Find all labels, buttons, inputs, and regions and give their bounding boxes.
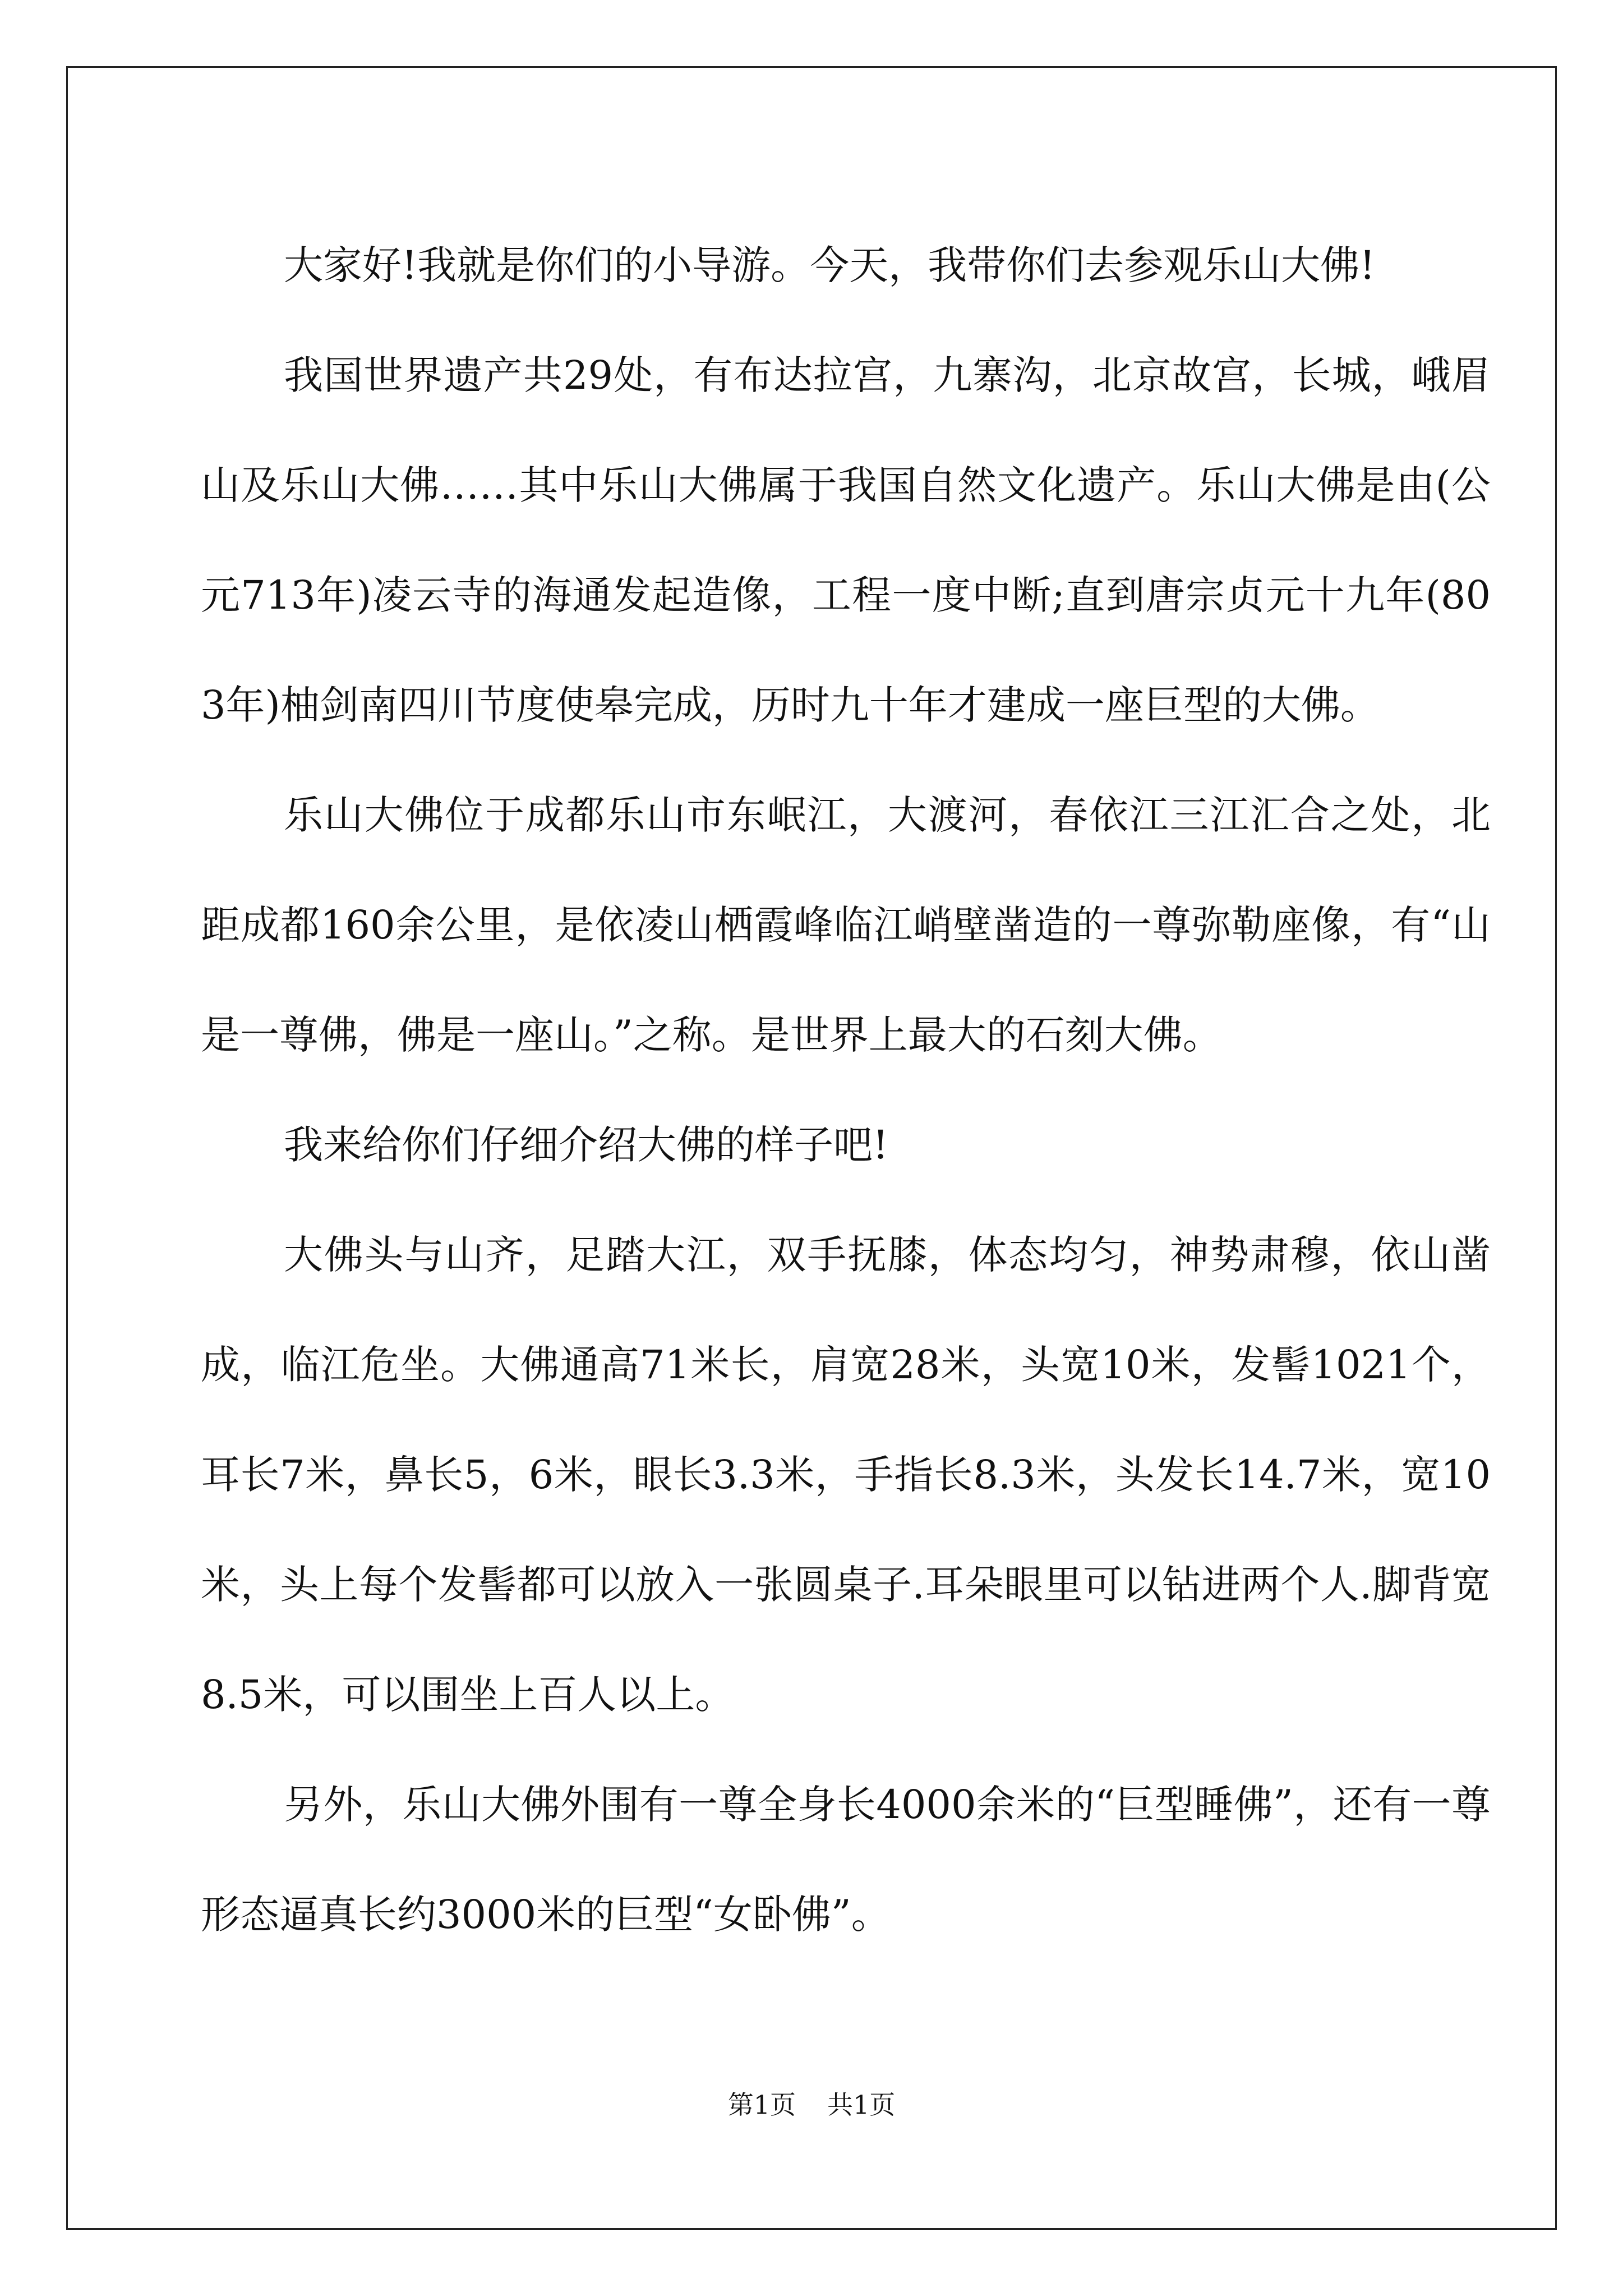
- paragraph-history: 我国世界遗产共29处，有布达拉宫，九寨沟，北京故宫，长城，峨眉山及乐山大佛……其中乐山大佛属于我国自然文化遗产。乐山大佛是由(公元713年)凌云寺的海通发起造像，工程一度中断;直到唐宗贞元十九年(803年)柚剑南四川节度使皋完成，历时九十年才建成一座巨型的大佛。: [201, 352, 1491, 728]
- paragraph-other-buddhas: 另外，乐山大佛外围有一尊全身长4000余米的“巨型睡佛”，还有一尊形态逼真长约3000米的巨型“女卧佛”。: [201, 1782, 1491, 1938]
- paragraph-greeting: 大家好!我就是你们的小导游。今天，我带你们去参观乐山大佛!: [284, 242, 1376, 288]
- page-footer: [0, 2088, 1623, 2122]
- document-body: [201, 210, 1491, 1970]
- paragraph-dimensions: 大佛头与山齐，足踏大江，双手抚膝，体态均匀，神势肃穆，依山凿成，临江危坐。大佛通高71米长，肩宽28米，头宽10米，发髻1021个，耳长7米，鼻长5，6米，眼长3.3米，手指长8.3米，头发长14.7米，宽10米，头上每个发髻都可以放入一张圆桌子.耳朵眼里可以钻进两个人.脚背宽8.5米，可以围坐上百人以上。: [201, 1232, 1491, 1718]
- page-number-current: 第1页: [727, 2090, 796, 2120]
- page-number-total: 共1页: [827, 2090, 896, 2120]
- paragraph-location: 乐山大佛位于成都乐山市东岷江，大渡河，春依江三江汇合之处，北距成都160余公里，是依凌山栖霞峰临江峭壁凿造的一尊弥勒座像，有“山是一尊佛，佛是一座山。”之称。是世界上最大的石刻大佛。: [201, 792, 1491, 1058]
- paragraph-intro: 我来给你们仔细介绍大佛的样子吧!: [284, 1122, 889, 1168]
